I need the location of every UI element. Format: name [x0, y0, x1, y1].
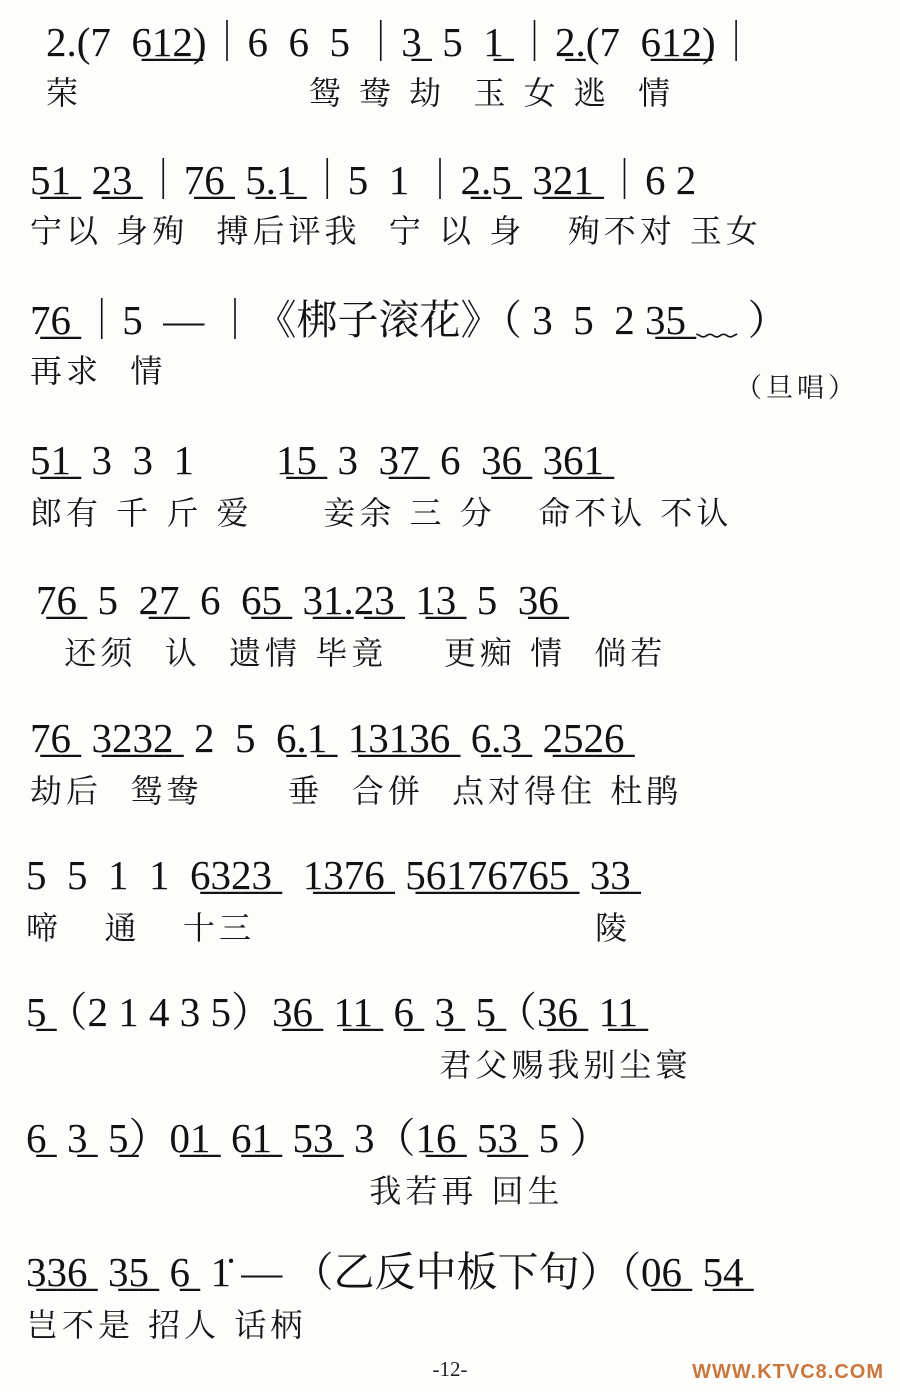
music-line-10: [26, 1249, 744, 1344]
singer-annotation-dan: （旦唱）: [735, 373, 859, 404]
music-line-1: [46, 19, 757, 112]
site-watermark: WWW.KTVC8.COM: [692, 1361, 884, 1383]
lyrics-line-3: 再求 情: [30, 352, 167, 390]
lyrics-line-1: 荣 鸳 鸯 劫 玉 女 逃 情: [46, 74, 675, 112]
notes-line-9: 6̲ 3̲ 5̲）0̲1̲ 6̲1̲ 5̲3̲ 3（1̲6̲ 5̲3̲ 5 ）: [26, 1115, 611, 1161]
notes-line-2: 5̲1̲ 2̲3̲ ｜7̲6̲ 5̲.1̲ ｜5 1 ｜2̲.5̲ 3̲2̲1̲ ｜6 2: [30, 157, 697, 203]
music-line-6: [30, 715, 683, 810]
lyrics-line-9: 我若再 回生: [256, 1172, 564, 1210]
lyrics-line-7: 啼 通 十三 陵: [26, 909, 632, 947]
lyrics-line-5: 还须 认 遗情 毕竟 更痴 情 倘若: [36, 634, 667, 672]
lyrics-line-4: 郎有 千 斤 爱 妾余 三 分 命不认 不认: [30, 494, 733, 532]
lyrics-line-10: 岂不是 招人 话柄: [26, 1306, 307, 1344]
page-number: -12-: [432, 1357, 468, 1381]
notes-line-4: 5̲1̲ 3 3 1 1̲5̲ 3 3̲7̲ 6 3̲6̲ 3̲6̲1̲: [30, 437, 604, 483]
music-line-2: [30, 157, 762, 250]
notes-line-6: 7̲6̲ 3̲2̲3̲2̲ 2 5 6̲.1̲ 1̲3̲1̲3̲6̲ 6̲.3̲ 2̲5̲2̲6̲: [30, 715, 625, 761]
lyrics-line-6: 劫后 鸳鸯 垂 合併 点对得住 杜鹃: [30, 772, 683, 810]
notes-line-8: 5̲（2 1 4 3 5）3̲6̲ 1̲1̲ 6̲ 3̲ 5̲（3̲6̲ 1̲1̲: [26, 989, 638, 1035]
notes-line-10: 3̲3̲6̲ 3̲5̲ 6̲ 1̇ — （乙反中板下句）（0̲6̲ 5̲4̲: [26, 1249, 744, 1295]
lyrics-line-8: 君父赐我别尘寰: [326, 1046, 692, 1084]
music-line-4: [30, 437, 733, 532]
music-line-3: [30, 297, 789, 390]
notes-line-5: 7̲6̲ 5 2̲7̲ 6 6̲5̲ 3̲1̲.2̲3̲ 1̲3̲ 5 3̲6̲: [36, 577, 559, 623]
notes-line-1: 2.(7 6̲1̲2̲)｜6 6 5 ｜3̲ 5 1̲ ｜2̲.(7 6̲1̲2̲)｜: [46, 19, 757, 65]
lyrics-line-2: 宁以 身殉 搏后评我 宁 以 身 殉不对 玉女: [30, 212, 762, 250]
music-line-8: [26, 989, 692, 1084]
music-line-5: [36, 577, 667, 672]
notes-line-3: 7̲6̲ ｜5 — ｜《梆子滚花》（ 3 5 2 3̲5̲ ﹏ ）: [30, 297, 789, 343]
music-line-9: [26, 1115, 611, 1210]
notes-line-7: 5 5 1 1 6̲3̲2̲3̲ 1̲3̲7̲6̲ 5̲6̲1̲7̲6̲7̲6̲5̲ 3̲3̲: [26, 852, 631, 898]
music-line-7: [26, 852, 632, 947]
